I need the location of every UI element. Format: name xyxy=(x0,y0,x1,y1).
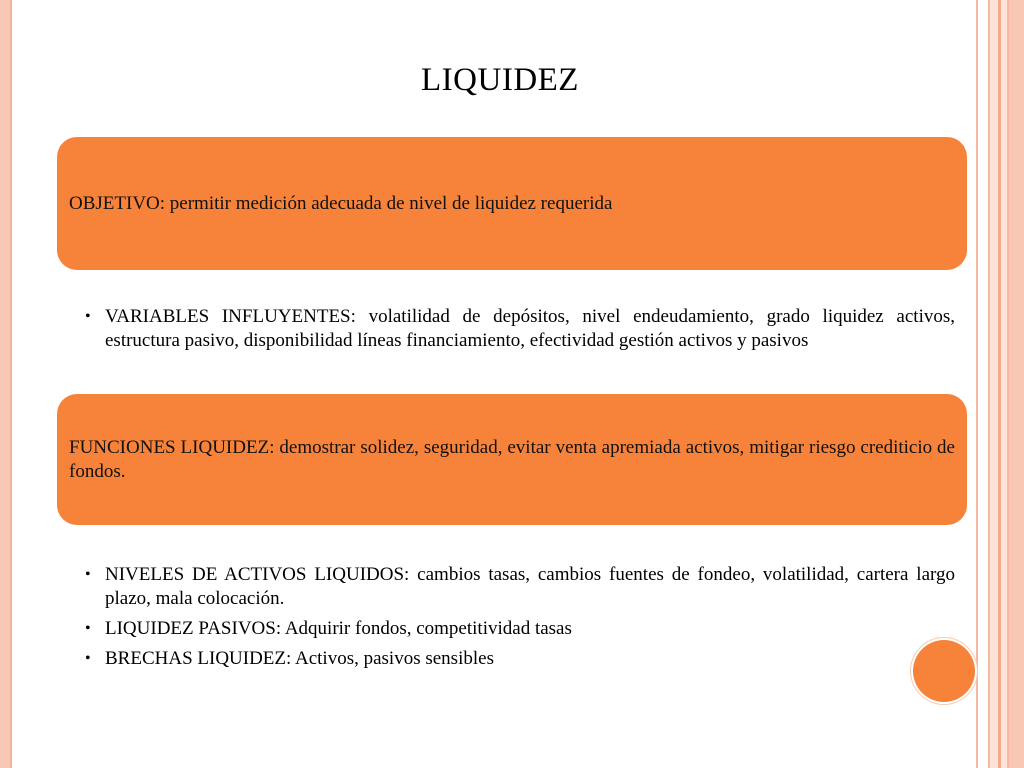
left-decorative-band xyxy=(0,0,10,768)
variables-text: VARIABLES INFLUYENTES: volatilidad de depósitos, nivel endeudamiento, grado liquidez activos, estructura pasivo, disponibilidad líneas financiamiento, efectividad gestión activos y pasivos xyxy=(105,306,955,351)
left-decorative-line xyxy=(10,0,12,768)
objetivo-text: OBJETIVO: permitir medición adecuada de nivel de liquidez requerida xyxy=(69,192,613,214)
bullet-icon: • xyxy=(85,308,91,325)
funciones-text: FUNCIONES LIQUIDEZ: demostrar solidez, seguridad, evitar venta apremiada activos, mitigar riesgo crediticio de fondos. xyxy=(69,436,955,482)
bullet-icon: • xyxy=(85,620,91,637)
list-item xyxy=(85,617,955,641)
bullet-icon: • xyxy=(85,650,91,667)
list-item-text: LIQUIDEZ PASIVOS: Adquirir fondos, competitividad tasas xyxy=(105,618,572,639)
variables-list xyxy=(85,305,955,359)
bullet-icon: • xyxy=(85,566,91,583)
objetivo-box xyxy=(57,137,967,270)
slide-title: LIQUIDEZ xyxy=(421,62,579,98)
niveles-list xyxy=(85,563,955,677)
list-item-text: BRECHAS LIQUIDEZ: Activos, pasivos sensibles xyxy=(105,648,494,669)
right-decorative-stripes xyxy=(976,0,1024,768)
list-item-text: NIVELES DE ACTIVOS LIQUIDOS: cambios tasas, cambios fuentes de fondeo, volatilidad, cartera largo plazo, mala colocación. xyxy=(105,564,955,609)
list-item xyxy=(85,563,955,611)
list-item xyxy=(85,647,955,671)
funciones-box xyxy=(57,394,967,525)
list-item xyxy=(85,305,955,353)
decorative-circle xyxy=(913,640,975,702)
